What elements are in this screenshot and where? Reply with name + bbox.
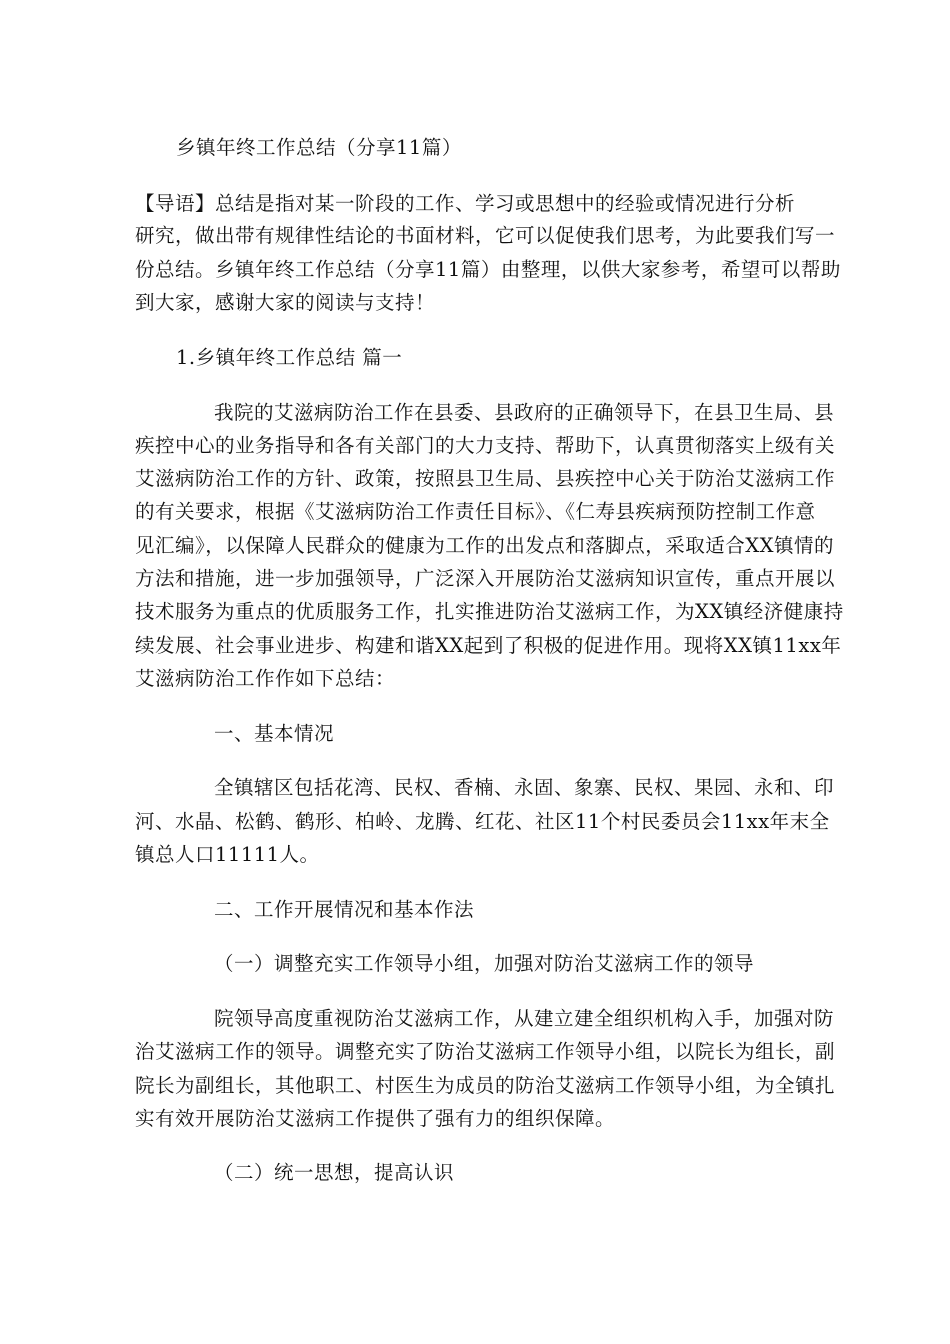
document-title: 乡镇年终工作总结（分享11篇）	[176, 136, 462, 159]
paragraph-line: 镇总人口11111人。	[135, 843, 320, 866]
paragraph-line: 见汇编》，以保障人民群众的健康为工作的出发点和落脚点，采取适合XX镇情的	[135, 534, 835, 557]
paragraph-line: 艾滋病防治工作的方针、政策，按照县卫生局、县疾控中心关于防治艾滋病工作	[135, 467, 836, 490]
paragraph-line: 方法和措施，进一步加强领导，广泛深入开展防治艾滋病知识宣传，重点开展以	[135, 567, 836, 590]
paragraph-line: 河、水晶、松鹤、鹤形、柏岭、龙腾、红花、社区11个村民委员会11xx年末全	[135, 810, 830, 833]
paragraph-line: 技术服务为重点的优质服务工作，扎实推进防治艾滋病工作，为XX镇经济健康持	[135, 600, 844, 623]
paragraph-line: 的有关要求，根据《艾滋病防治工作责任目标》、《仁寿县疾病预防控制工作意	[135, 500, 816, 523]
intro-line: 研究，做出带有规律性结论的书面材料，它可以促使我们思考，为此要我们写一	[135, 224, 836, 247]
paragraph-line: 疾控中心的业务指导和各有关部门的大力支持、帮助下，认真贯彻落实上级有关	[135, 434, 836, 457]
intro-line: 【导语】总结是指对某一阶段的工作、学习或思想中的经验或情况进行分析	[135, 192, 796, 215]
subsection-heading: （一）调整充实工作领导小组，加强对防治艾滋病工作的领导	[214, 952, 755, 975]
paragraph-line: 院长为副组长，其他职工、村医生为成员的防治艾滋病工作领导小组，为全镇扎	[135, 1074, 836, 1097]
paragraph-line: 艾滋病防治工作作如下总结：	[135, 667, 396, 690]
paragraph-line: 治艾滋病工作的领导。调整充实了防治艾滋病工作领导小组，以院长为组长，副	[135, 1040, 836, 1063]
subsection-heading: 一、基本情况	[214, 722, 335, 745]
paragraph-line: 续发展、社会事业进步、构建和谐XX起到了积极的促进作用。现将XX镇11xx年	[135, 634, 842, 657]
intro-line: 到大家，感谢大家的阅读与支持！	[135, 291, 436, 314]
intro-line: 份总结。乡镇年终工作总结（分享11篇）由整理，以供大家参考，希望可以帮助	[135, 258, 841, 281]
paragraph-line: 实有效开展防治艾滋病工作提供了强有力的组织保障。	[135, 1107, 616, 1130]
paragraph-line: 我院的艾滋病防治工作在县委、县政府的正确领导下，在县卫生局、县	[214, 401, 835, 424]
section-heading: 1.乡镇年终工作总结 篇一	[176, 346, 403, 369]
subsection-heading: （二）统一思想，提高认识	[214, 1161, 455, 1184]
paragraph-line: 全镇辖区包括花湾、民权、香楠、永固、象寨、民权、果园、永和、印	[214, 776, 835, 799]
subsection-heading: 二、工作开展情况和基本作法	[214, 898, 475, 921]
paragraph-line: 院领导高度重视防治艾滋病工作，从建立建全组织机构入手，加强对防	[214, 1007, 835, 1030]
